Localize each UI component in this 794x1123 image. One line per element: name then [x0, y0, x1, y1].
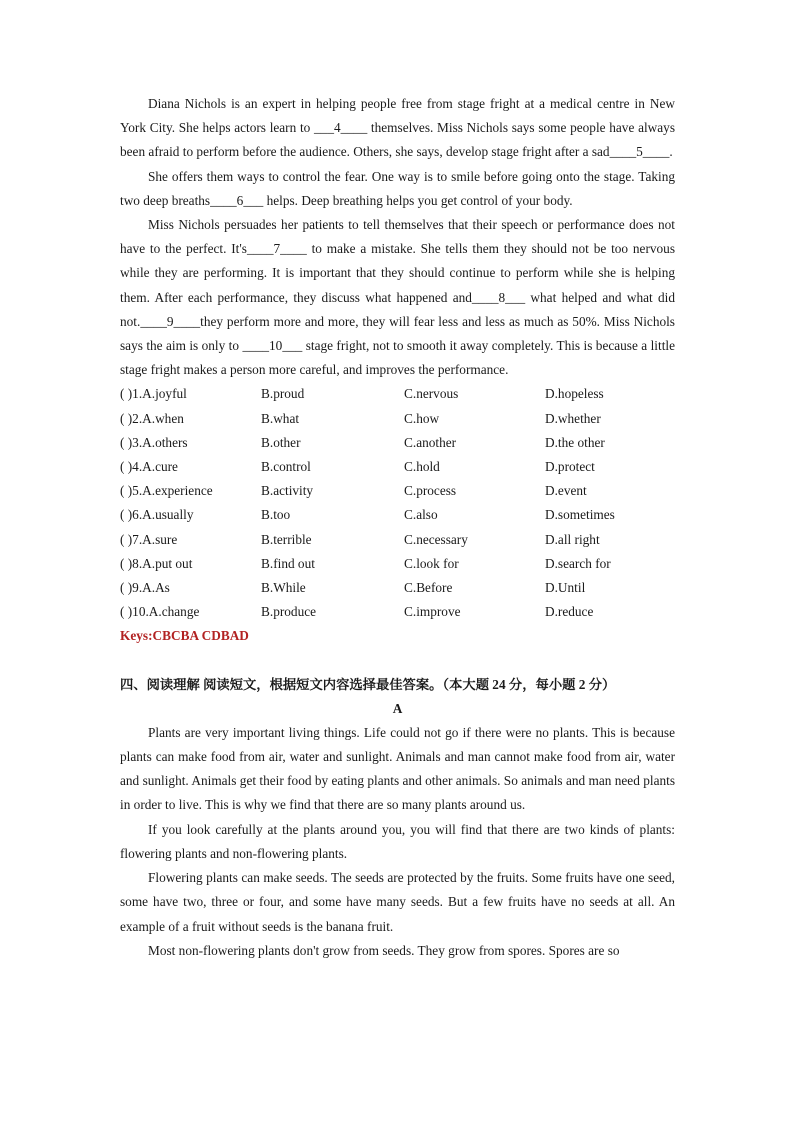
- reading-paragraph-3: Flowering plants can make seeds. The seeds are protected by the fruits. Some fruits have one seed, some have two, three or four, and some have many seeds. But a few fruits have no seeds at all. An example of a fruit without seeds is the banana fruit.: [120, 870, 675, 934]
- option-row: [120, 552, 675, 576]
- option-d: D.search for: [545, 555, 611, 571]
- option-a: ( )4.A.cure: [120, 459, 178, 474]
- cloze-paragraph-3: Miss Nichols persuades her patients to tell themselves that their speech or performance does not have to the perfect. It's____7____ to make a mistake. She tells them they should not be too nervous while they are performing. It is important that they should continue to perform while she is helping them. After each performance, they discuss what happened and____8___ what helped and what did not.____9____they perform more and more, they will fear less and less as much as 50%. Miss Nichols says the aim is only to ____10___ stage fright, not to smooth it away completely. This is because a little stage fright makes a person more careful, and improves the performance.: [120, 217, 675, 378]
- option-c: C.also: [404, 507, 438, 523]
- section-spacer: [120, 649, 675, 673]
- option-a: ( )7.A.sure: [120, 531, 178, 547]
- option-b: B.other: [261, 434, 301, 450]
- option-b: B.find out: [261, 555, 315, 571]
- passage-label: A: [392, 700, 403, 716]
- option-row: [120, 528, 675, 552]
- option-row: [120, 600, 675, 624]
- section-heading: 四、阅读理解 阅读短文，根据短文内容选择最佳答案。（本大题 24 分，每小题 2 分）: [120, 676, 616, 692]
- cloze-paragraph-2: She offers them ways to control the fear. One way is to smile before going onto the stage. Taking two deep breaths____6___ helps. Deep breathing helps you get control of your body.: [120, 168, 675, 208]
- option-a: ( )6.A.usually: [120, 507, 194, 523]
- option-c: C.another: [404, 434, 457, 450]
- option-d: D.whether: [545, 410, 601, 426]
- option-b: B.While: [261, 579, 306, 595]
- option-c: C.look for: [404, 555, 459, 571]
- option-row: [120, 382, 675, 406]
- option-row: [120, 479, 675, 503]
- option-b: B.proud: [261, 386, 305, 402]
- option-a: ( )5.A.experience: [120, 483, 213, 499]
- option-d: D.protect: [545, 459, 595, 474]
- option-d: D.event: [545, 483, 587, 499]
- option-row: [120, 431, 675, 455]
- option-c: C.how: [404, 410, 440, 426]
- option-b: B.terrible: [261, 531, 312, 547]
- reading-paragraph-1: Plants are very important living things. Life could not go if there were no plants. This is because plants can make food from air, water and sunlight. Animals and man cannot make food from air, water and sunlight. Animals get their food by eating plants and other animals. So animals and man need plants in order to live. This is why we find that there are so many plants around us.: [120, 724, 675, 813]
- option-d: D.all right: [545, 531, 600, 547]
- option-row: [120, 576, 675, 600]
- options-list: [120, 382, 675, 624]
- option-a: ( )9.A.As: [120, 579, 170, 595]
- option-b: B.too: [261, 507, 291, 523]
- option-d: D.the other: [545, 434, 605, 450]
- reading-paragraph-4: Most non-flowering plants don't grow from seeds. They grow from spores. Spores are so: [148, 942, 620, 958]
- option-row: [120, 407, 675, 431]
- option-c: C.nervous: [404, 386, 459, 402]
- option-b: B.activity: [261, 483, 314, 499]
- option-c: C.improve: [404, 604, 461, 620]
- option-d: D.hopeless: [545, 386, 604, 402]
- reading-paragraph-2: If you look carefully at the plants around you, you will find that there are two kinds of plants: flowering plants and non-flowering plants.: [120, 821, 675, 861]
- cloze-paragraph-1: Diana Nichols is an expert in helping people free from stage fright at a medical centre in New York City. She helps actors learn to ___4____ themselves. Miss Nichols says some people have always been afraid to perform before the audience. Others, she says, develop stage fright after a sad____5____.: [120, 96, 675, 160]
- option-b: B.what: [261, 410, 300, 426]
- option-b: B.produce: [261, 604, 317, 620]
- option-a: ( )1.A.joyful: [120, 386, 187, 402]
- option-d: D.sometimes: [545, 507, 615, 523]
- option-a: ( )8.A.put out: [120, 555, 193, 571]
- answer-keys: Keys:CBCBA CDBAD: [120, 628, 249, 644]
- option-d: D.reduce: [545, 604, 594, 620]
- option-a: ( )10.A.change: [120, 604, 200, 620]
- exam-page: [120, 92, 675, 963]
- option-row: [120, 503, 675, 527]
- option-c: C.process: [404, 483, 457, 499]
- option-c: C.necessary: [404, 531, 468, 547]
- option-a: ( )3.A.others: [120, 434, 188, 450]
- option-row: [120, 455, 675, 479]
- option-a: ( )2.A.when: [120, 410, 184, 426]
- option-b: B.control: [261, 459, 311, 474]
- option-d: D.Until: [545, 579, 586, 595]
- option-c: C.hold: [404, 459, 440, 474]
- option-c: C.Before: [404, 579, 453, 595]
